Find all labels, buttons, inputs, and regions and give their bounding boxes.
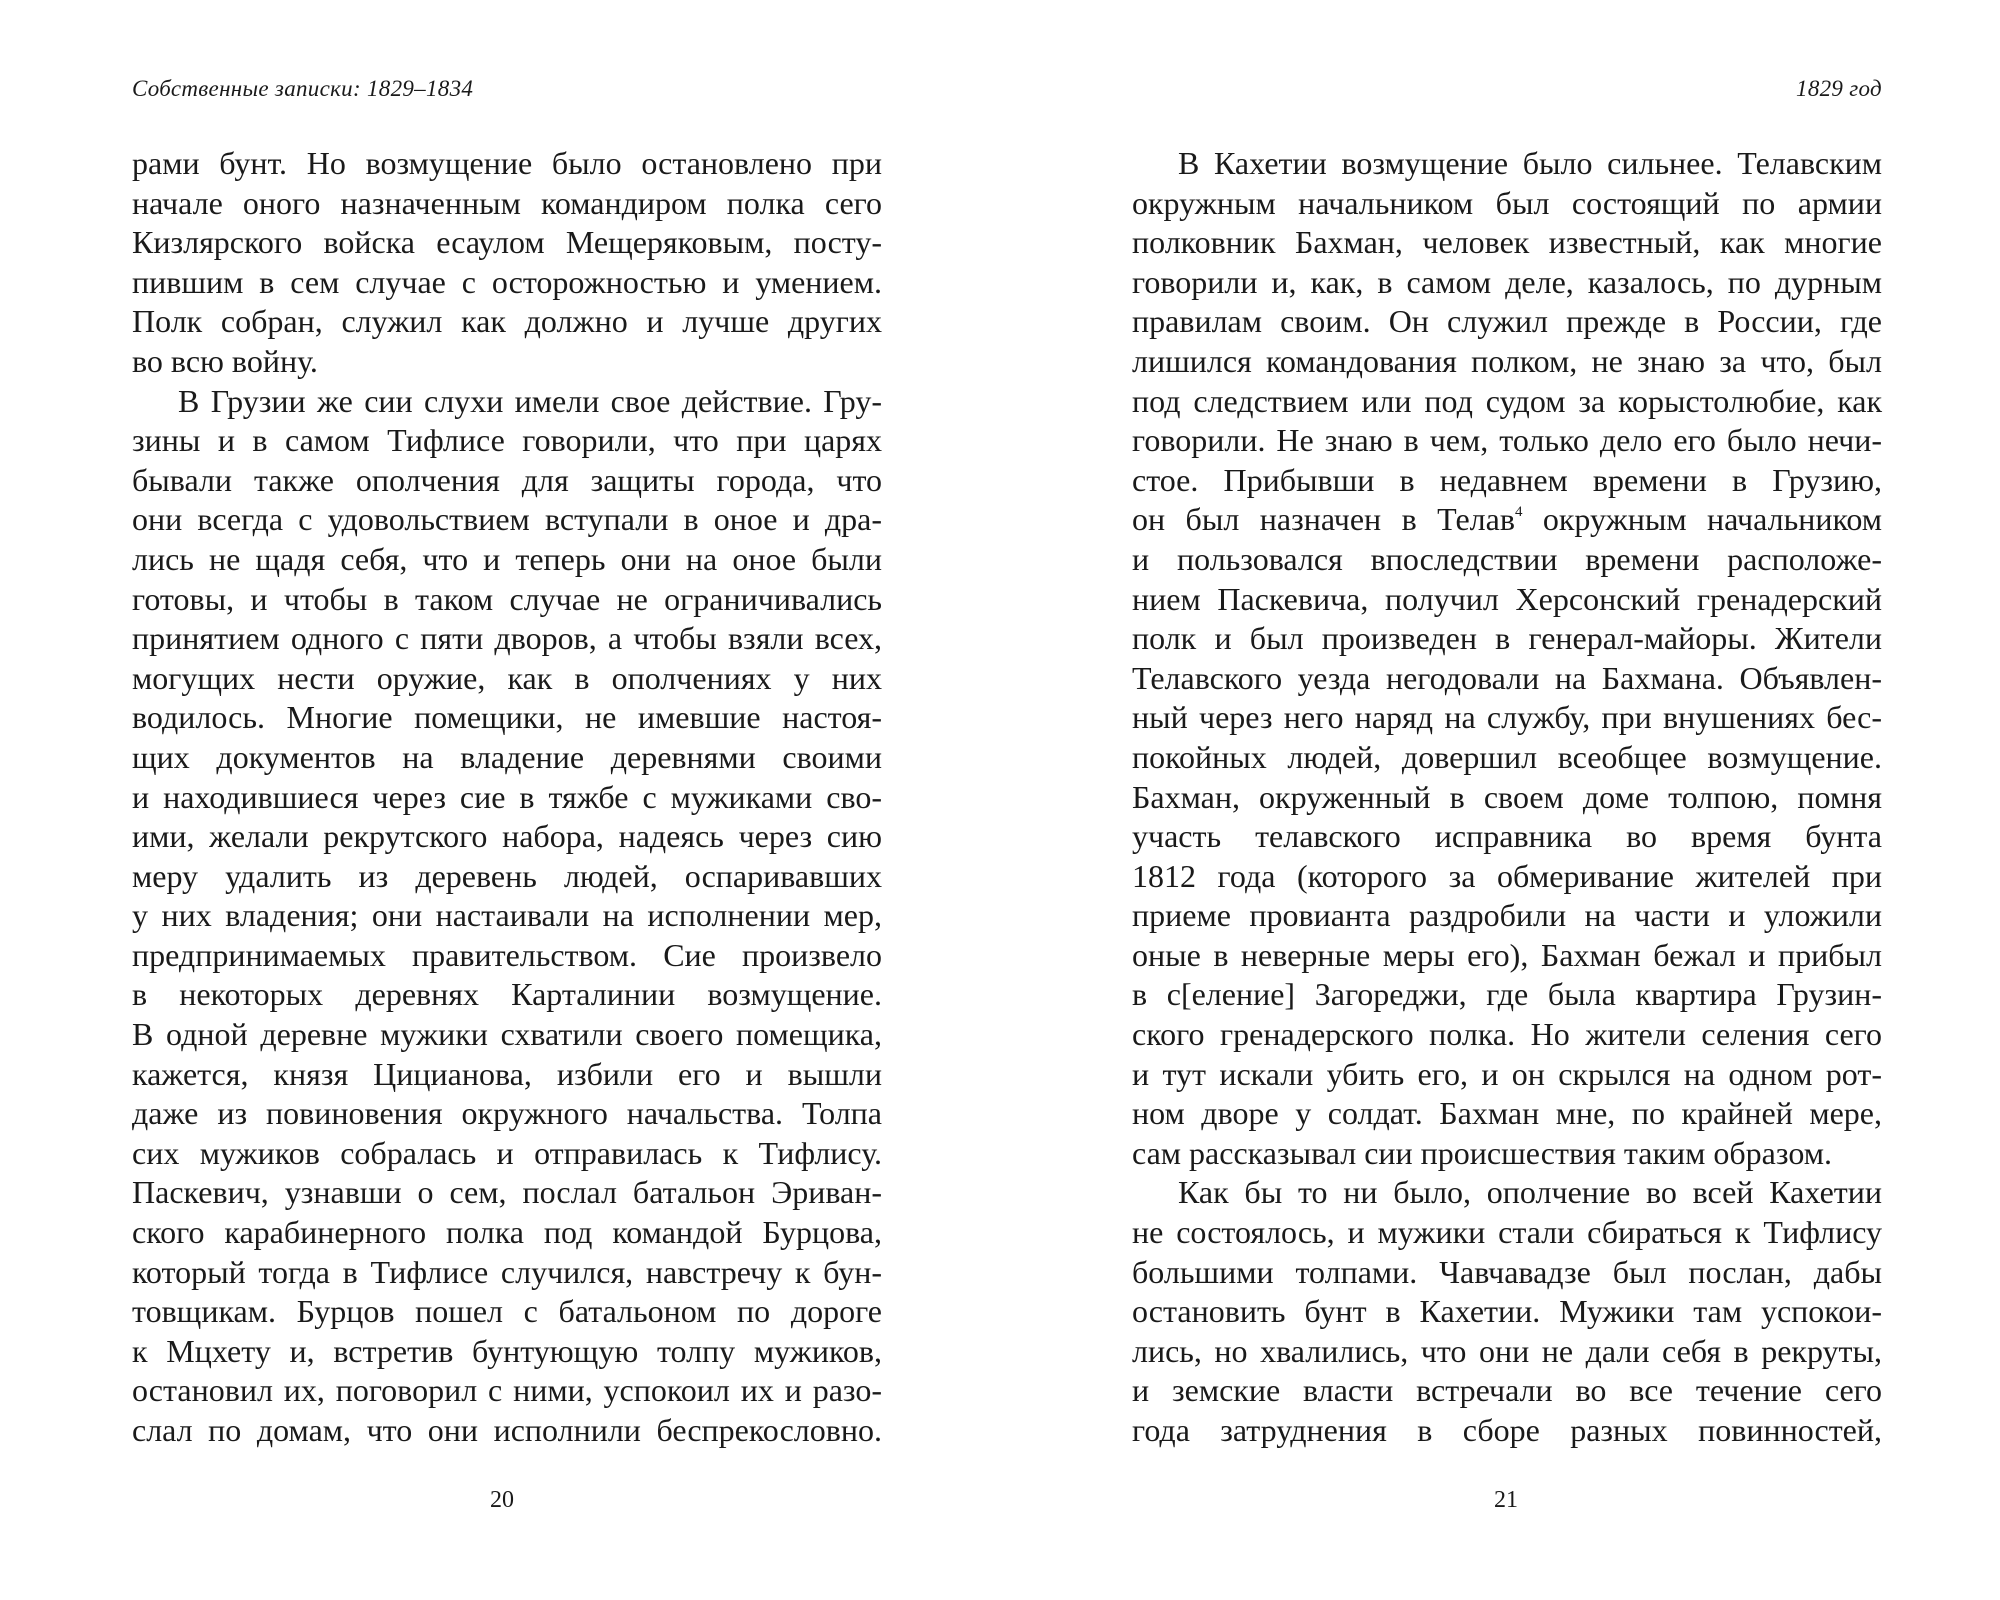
line-head: он был назначен в Телав	[1132, 501, 1515, 538]
text-line: покойных людей, довершил всеобщее возмущение.	[1132, 738, 1882, 775]
text-line: ского гренадерского полка. Но жители селения сего	[1132, 1016, 1882, 1053]
text-line: к Мцхету и, встретив бунтующую толпу мужиков,	[132, 1332, 882, 1369]
text-line: и пользовался впоследствии времени расположе-	[1132, 540, 1882, 577]
text-line: ими, желали рекрутского набора, надеясь через сию	[132, 818, 882, 855]
text-line: нием Паскевича, получил Херсонский гренадерский	[1132, 580, 1882, 617]
text-line: остановил их, поговорил с ними, успокоил их и разо-	[132, 1372, 882, 1409]
left-page-body	[132, 144, 882, 1451]
text-line: даже из повиновения окружного начальства. Толпа	[132, 1095, 882, 1132]
text-line: и находившиеся через сие в тяжбе с мужиками сво-	[132, 778, 882, 815]
page-number-left: 20	[490, 1487, 514, 1513]
page-number-right: 21	[1494, 1487, 1518, 1513]
text-line: правилам своим. Он служил прежде в России, где	[1132, 303, 1882, 340]
text-line: не состоялось, и мужики стали сбираться к Тифлису	[1132, 1214, 1882, 1251]
text-line: полк и был произведен в генерал-майоры. Жители	[1132, 620, 1882, 657]
text-line: говорили. Не знаю в чем, только дело его было нечи-	[1132, 422, 1882, 459]
text-line: 1812 года (которого за обмеривание жителей при	[1132, 857, 1882, 894]
text-line: начале оного назначенным командиром полка сего	[132, 184, 882, 221]
text-line: участь телавского исправника во время бунта	[1132, 818, 1882, 855]
text-line: и тут искали убить его, и он скрылся на одном рот-	[1132, 1055, 1882, 1092]
text-line: у них владения; они настаивали на исполнении мер,	[132, 897, 882, 934]
text-line: рами бунт. Но возмущение было остановлено при	[132, 145, 882, 181]
text-line: Паскевич, узнавши о сем, послал батальон Эриван-	[132, 1174, 882, 1211]
text-line: ского карабинерного полка под командой Бурцова,	[132, 1214, 882, 1251]
text-line: стое. Прибывши в недавнем времени в Грузию,	[1132, 461, 1882, 498]
text-line: окружным начальником был состоящий по армии	[1132, 184, 1882, 221]
text-line: они всегда с удовольствием вступали в оное и дра-	[132, 501, 882, 538]
running-head-left: Собственные записки: 1829–1834	[132, 76, 474, 101]
text-line: пившим в сем случае с осторожностью и умением.	[132, 263, 882, 300]
text-line: В Грузии же сии слухи имели свое действие. Гру-	[178, 382, 882, 419]
text-line: кажется, князя Цицианова, избили его и вышли	[132, 1055, 882, 1092]
text-line: Телавского уезда негодовали на Бахмана. Объявлен-	[1132, 659, 1882, 696]
text-line: меру удалить из деревень людей, оспаривавших	[132, 857, 882, 894]
text-line: ный через него наряд на службу, при внушениях бес-	[1132, 699, 1882, 736]
line-tail: окружным начальником	[1522, 501, 1882, 538]
text-line: готовы, и чтобы в таком случае не ограничивались	[132, 580, 882, 617]
text-line: Полк собран, служил как должно и лучше других	[132, 303, 882, 340]
text-line: принятием одного с пяти дворов, а чтобы взяли всех,	[132, 620, 882, 657]
text-line: и земские власти встречали во все течение сего	[1132, 1372, 1882, 1409]
text-line: Как бы то ни было, ополчение во всей Кахетии	[1178, 1174, 1882, 1211]
text-line: во всю войну.	[132, 342, 318, 379]
text-line: товщикам. Бурцов пошел с батальоном по дороге	[132, 1293, 882, 1330]
text-line: сам рассказывал сии происшествия таким образом.	[1132, 1134, 1832, 1171]
text-line: лись не щадя себя, что и теперь они на оное были	[132, 540, 882, 577]
text-line: слал по домам, что они исполнили беспрекословно.	[132, 1412, 882, 1448]
text-line: лись, но хвалились, что они не дали себя в рекруты,	[1132, 1332, 1882, 1369]
text-line: зины и в самом Тифлисе говорили, что при царях	[132, 422, 882, 459]
right-page-body	[1132, 144, 1882, 1451]
text-line-with-footnote	[1132, 500, 1882, 540]
text-line: оные в неверные меры его), Бахман бежал и прибыл	[1132, 936, 1882, 973]
text-line: полковник Бахман, человек известный, как многие	[1132, 224, 1882, 261]
text-line: сих мужиков собралась и отправилась к Тифлису.	[132, 1134, 882, 1171]
footnote-marker[interactable]: 4	[1514, 504, 1523, 521]
text-line: Кизлярского войска есаулом Мещеряковым, посту-	[132, 224, 882, 261]
running-head-right: 1829 год	[1796, 76, 1882, 101]
text-line: под следствием или под судом за корыстолюбие, как	[1132, 382, 1882, 419]
text-line: приеме провианта раздробили на части и уложили	[1132, 897, 1882, 934]
text-line: предпринимаемых правительством. Сие произвело	[132, 936, 882, 973]
text-line: который тогда в Тифлисе случился, навстречу к бун-	[132, 1253, 882, 1290]
text-line: года затруднения в сборе разных повинностей,	[1132, 1412, 1882, 1448]
text-line: ном дворе у солдат. Бахман мне, по крайней мере,	[1132, 1095, 1882, 1132]
text-line: водилось. Многие помещики, не имевшие настоя-	[132, 699, 882, 736]
text-line: могущих нести оружие, как в ополчениях у них	[132, 659, 882, 696]
text-line: В одной деревне мужики схватили своего помещика,	[132, 1016, 882, 1053]
text-line: Бахман, окруженный в своем доме толпою, помня	[1132, 778, 1882, 815]
text-line: щих документов на владение деревнями своими	[132, 738, 882, 775]
text-line: В Кахетии возмущение было сильнее. Телавским	[1178, 145, 1882, 181]
text-line: в с[еление] Загореджи, где была квартира Грузин-	[1132, 976, 1882, 1013]
text-line: бывали также ополчения для защиты города, что	[132, 461, 882, 498]
text-line: лишился командования полком, не знаю за что, был	[1132, 342, 1882, 379]
text-line: большими толпами. Чавчавадзе был послан, дабы	[1132, 1253, 1882, 1290]
text-line: остановить бунт в Кахетии. Мужики там успокои-	[1132, 1293, 1882, 1330]
text-line: в некоторых деревнях Карталинии возмущение.	[132, 976, 882, 1013]
right-page	[1000, 0, 2000, 1600]
text-line: говорили и, как, в самом деле, казалось, по дурным	[1132, 263, 1882, 300]
